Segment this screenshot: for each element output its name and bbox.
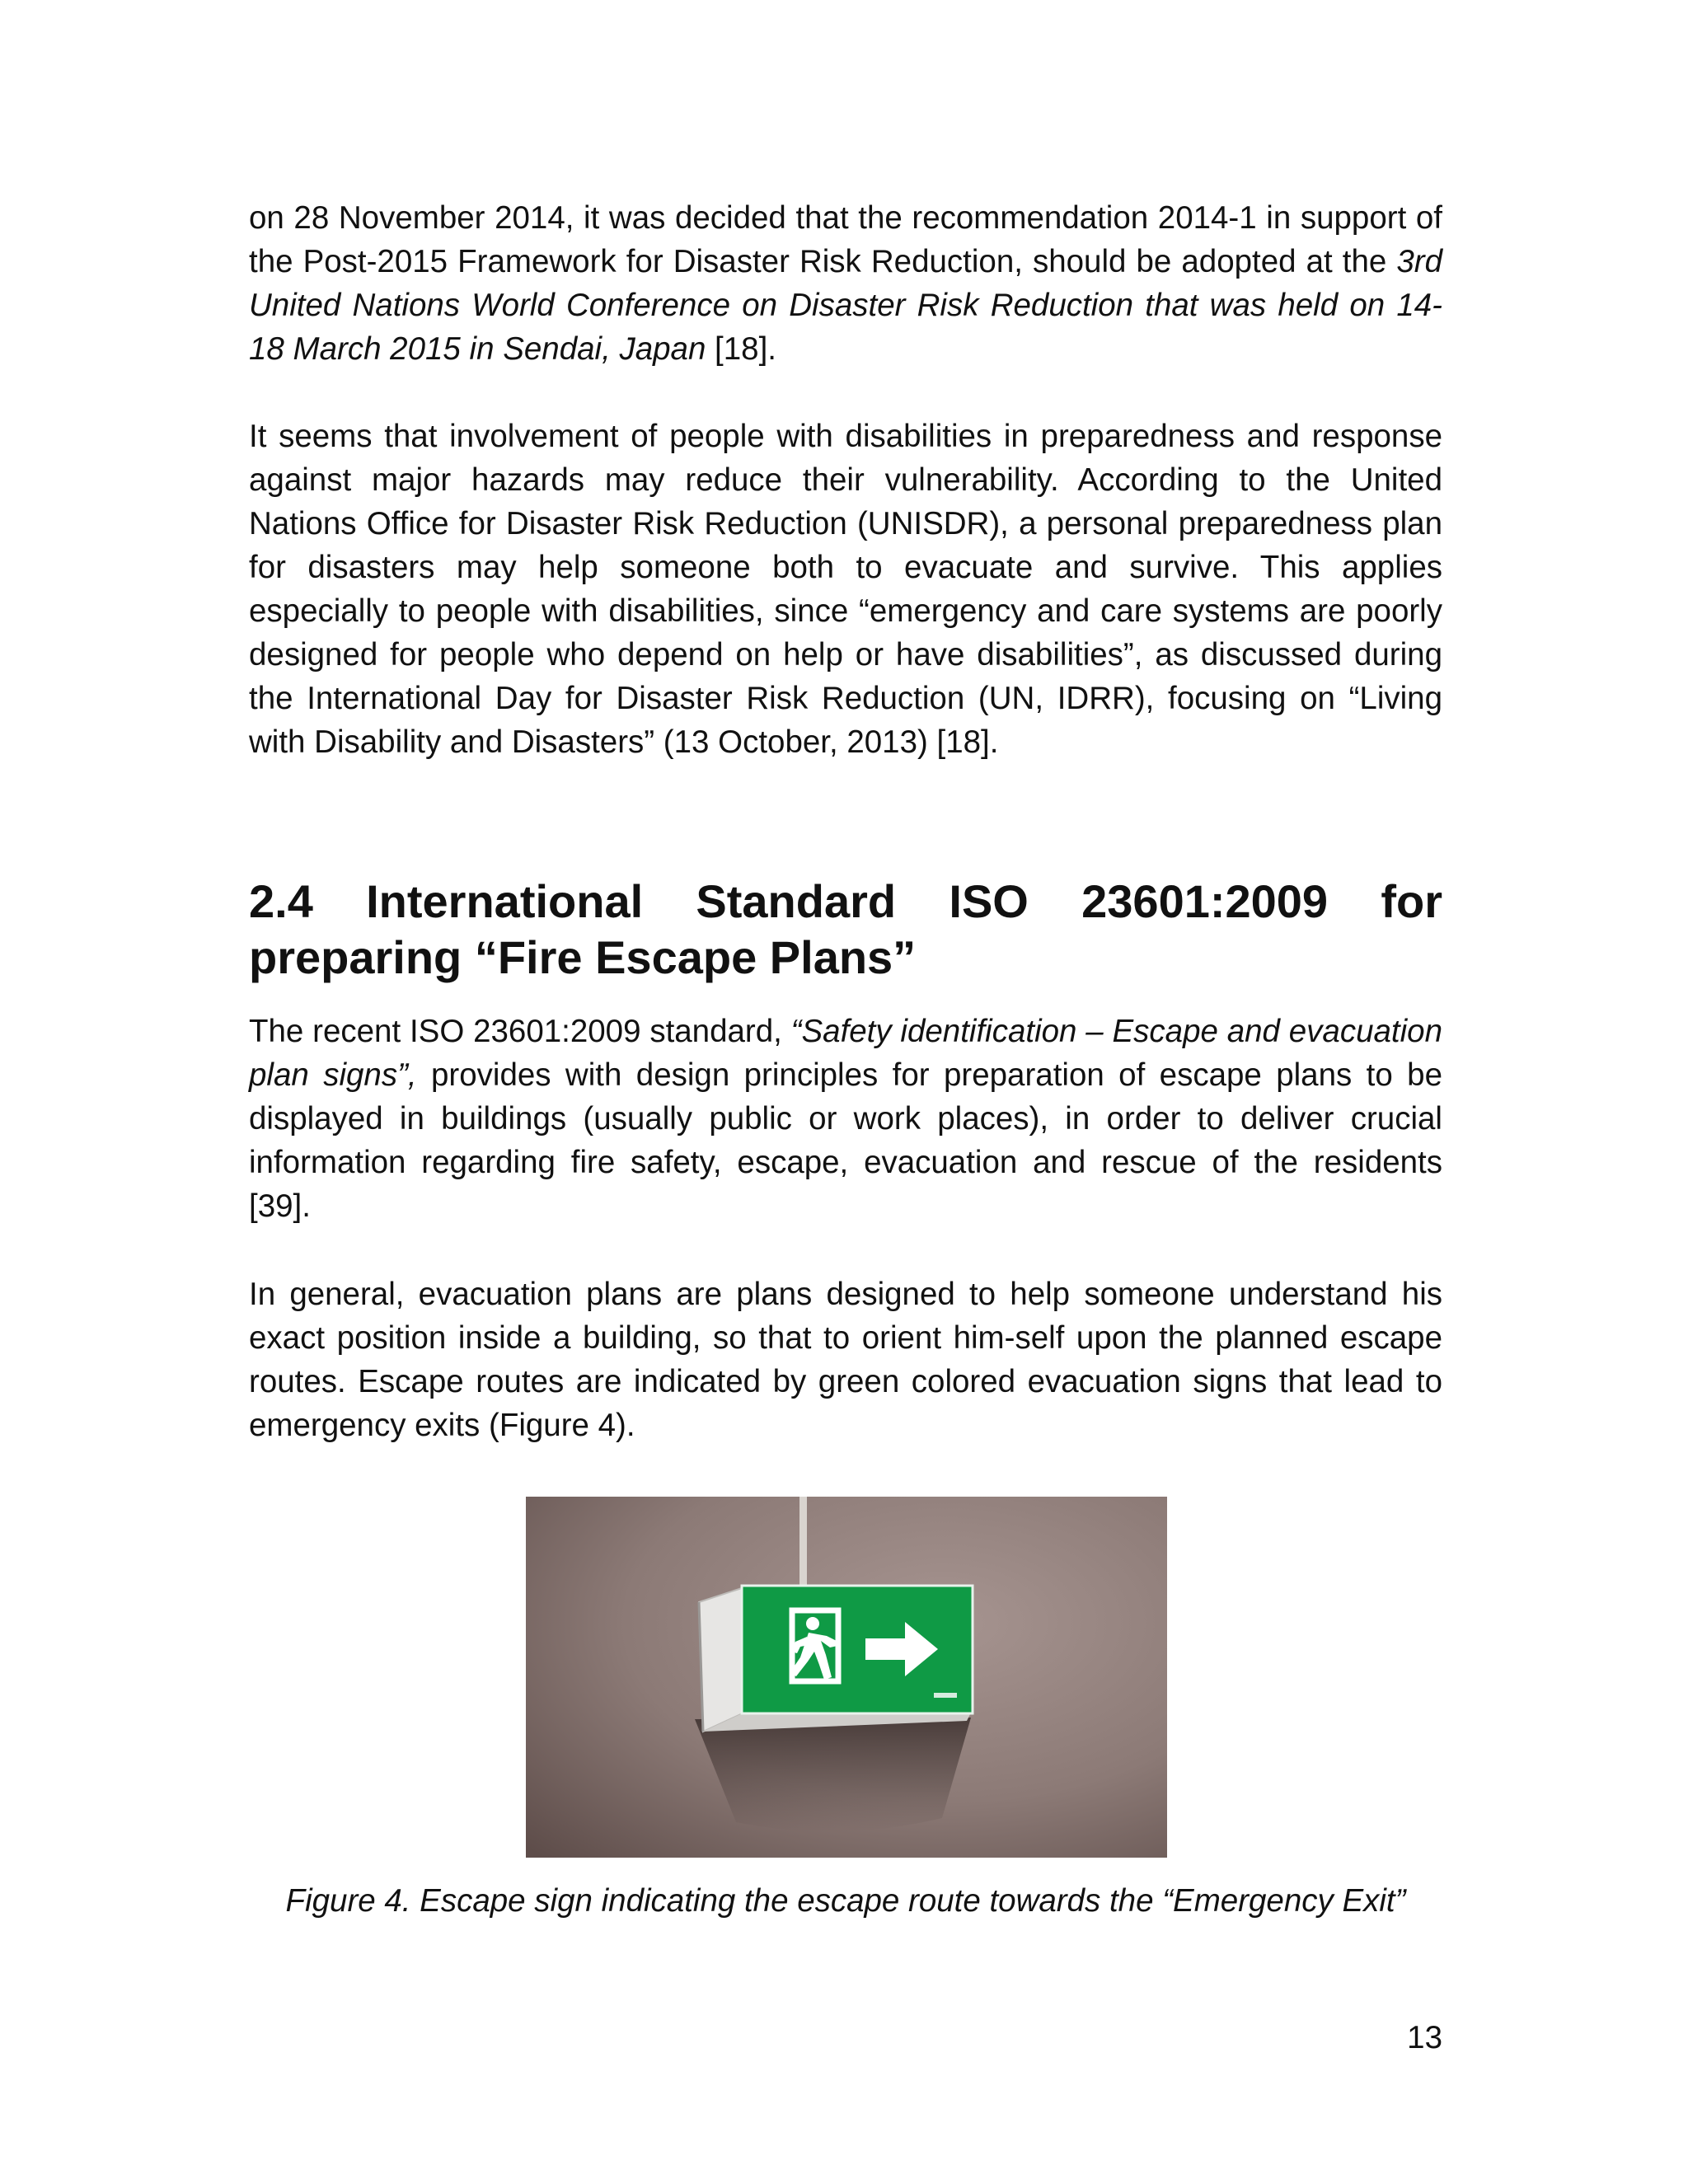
paragraph-evacuation-plans: In general, evacuation plans are plans designed to help someone understand his exact position inside a building, so that to orient him-self upon the planned escape routes. Escape routes are indicated by green colored evacuation signs that lead to emergency exits (Figure 4).: [249, 1277, 1442, 1443]
paragraph-text: provides with design principles for preparation of escape plans to be displayed in buildings (usually public or work places), in order to deliver crucial information regarding fire safety, escape, evacuation and rescue of the residents [39].: [249, 1057, 1442, 1224]
paragraph-text: on 28 November 2014, it was decided that the recommendation 2014-1 in support of the Post-2015 Framework for Disaster Risk Reduction, should be adopted at the: [249, 200, 1442, 279]
figure-caption: Figure 4. Escape sign indicating the escape route towards the “Emergency Exit”: [285, 1883, 1406, 1919]
paragraph-italic-text: “Safety identification – Escape and evacuation plan signs”,: [249, 1014, 1442, 1093]
page-number: 13: [1407, 2020, 1442, 2055]
paragraph-sendai-conference: [249, 196, 1442, 371]
figure-image: [526, 1497, 1167, 1858]
paragraph-italic-text: 3rd United Nations World Conference on Disaster Risk Reduction that was held on 14-18 March 2015 in Sendai, Japan: [249, 244, 1442, 367]
paragraph-disabilities: It seems that involvement of people with disabilities in preparedness and response against major hazards may reduce their vulnerability. According to the United Nations Office for Disaster Risk Reduction (UNISDR), a personal preparedness plan for disasters may help someone both to evacuate and survive. This applies especially to people with disabilities, since “emergency and care systems are poorly designed for people who depend on help or have disabilities”, as discussed during the International Day for Disaster Risk Reduction (UN, IDRR), focusing on “Living with Disability and Disasters” (13 October, 2013) [18].: [249, 419, 1442, 760]
paragraph-iso-standard: [249, 1010, 1442, 1228]
emergency-exit-sign-icon: [526, 1497, 1167, 1858]
paragraph-citation: [18].: [706, 331, 776, 367]
section-heading: 2.4 International Standard ISO 23601:2009 for preparing “Fire Escape Plans”: [249, 875, 1442, 983]
paragraph-text: The recent ISO 23601:2009 standard,: [249, 1014, 791, 1049]
